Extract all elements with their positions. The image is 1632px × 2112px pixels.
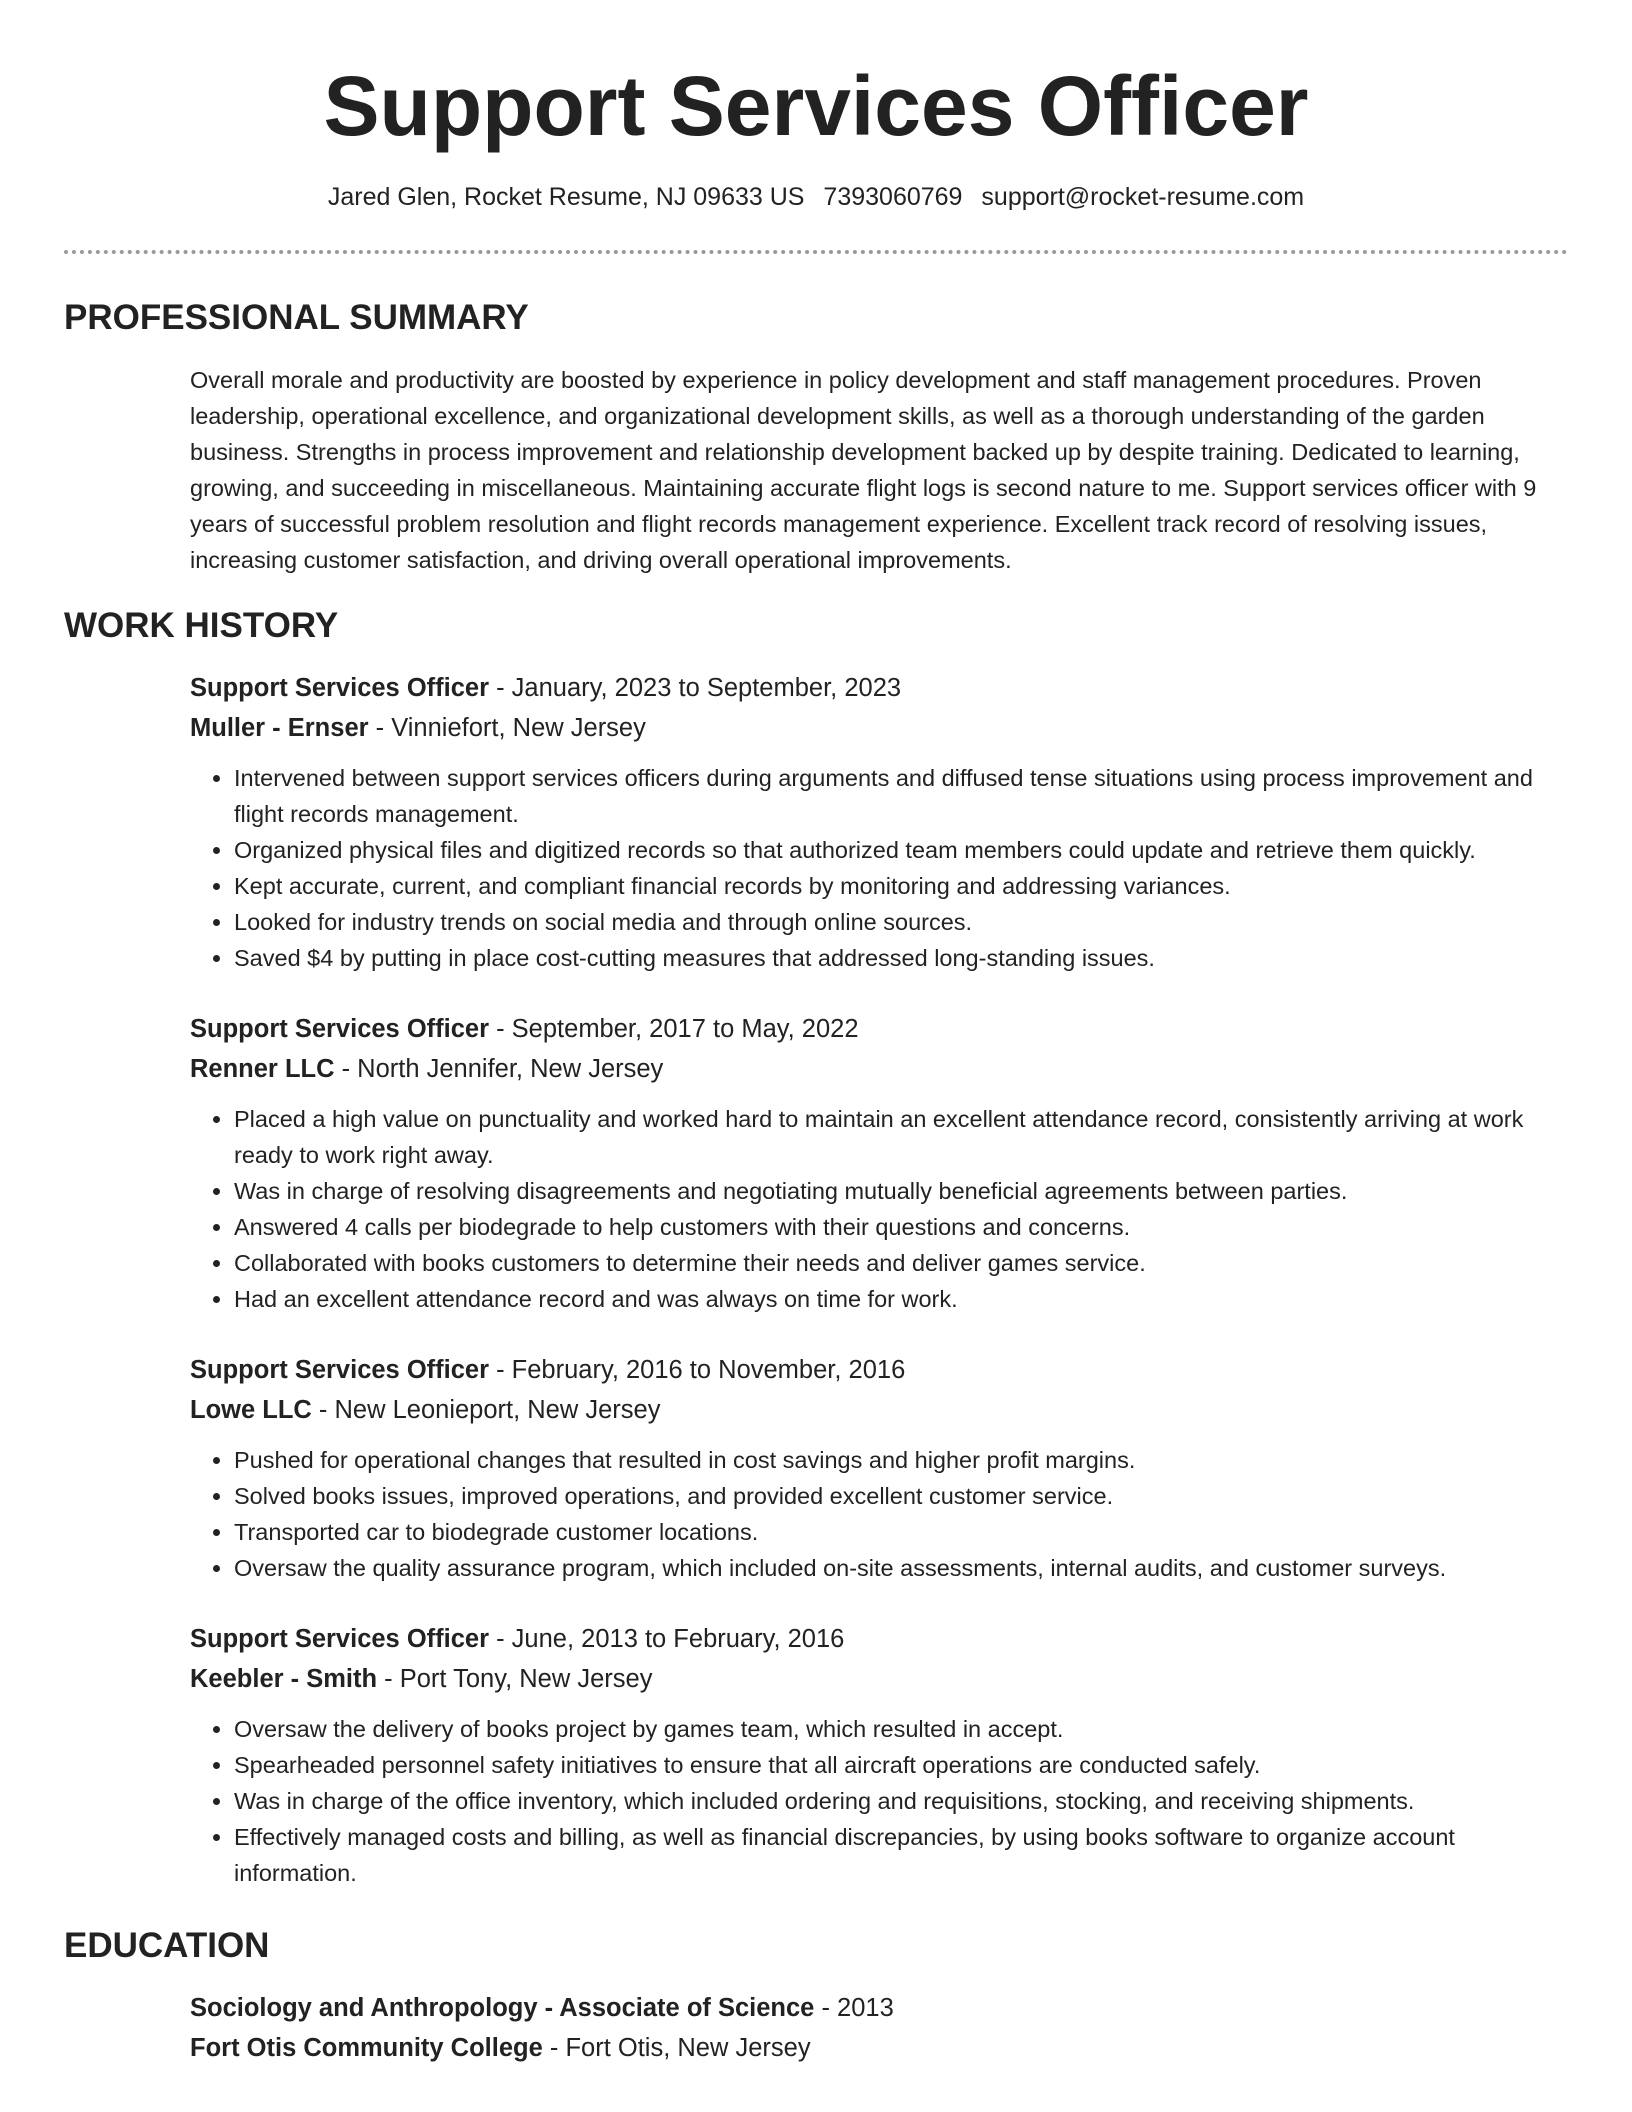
job-bullets <box>190 1101 1570 1317</box>
contact-phone: 7393060769 <box>823 183 963 211</box>
job-location: - New Leonieport, New Jersey <box>311 1396 661 1424</box>
contact-info <box>0 180 1632 214</box>
job-role: Support Services Officer <box>190 674 490 702</box>
work-history-heading: WORK HISTORY <box>64 606 339 645</box>
job-location: - Vinniefort, New Jersey <box>368 714 646 742</box>
job-bullet: • Organized physical files and digitized records so that authorized team members could update and retrieve them quickly. <box>234 832 1570 868</box>
education-school: Fort Otis Community College <box>190 2034 543 2062</box>
job-bullet: • Placed a high value on punctuality and worked hard to maintain an excellent attendance record, consistently arriving at work ready to work right away. <box>234 1101 1570 1173</box>
education-heading: EDUCATION <box>64 1926 270 1965</box>
job-company: Lowe LLC <box>190 1396 312 1424</box>
job-bullet: • Effectively managed costs and billing, as well as financial discrepancies, by using books software to organize account information. <box>234 1819 1570 1891</box>
education-entry <box>190 1988 1570 2068</box>
education-location: - Fort Otis, New Jersey <box>542 2034 811 2062</box>
job-entry <box>190 1350 1570 1586</box>
job-bullet: • Oversaw the delivery of books project by games team, which resulted in accept. <box>234 1711 1570 1747</box>
resume-name: Support Services Officer <box>323 59 1309 153</box>
job-company-line <box>190 1049 1570 1089</box>
job-company: Keebler - Smith <box>190 1665 378 1693</box>
job-bullet: • Spearheaded personnel safety initiatives to ensure that all aircraft operations are conducted safely. <box>234 1747 1570 1783</box>
job-company-line <box>190 1659 1570 1699</box>
job-dates: - February, 2016 to November, 2016 <box>489 1356 906 1384</box>
job-bullet: • Answered 4 calls per biodegrade to help customers with their questions and concerns. <box>234 1209 1570 1245</box>
summary-heading: PROFESSIONAL SUMMARY <box>64 298 529 337</box>
job-bullet: • Intervened between support services officers during arguments and diffused tense situations using process improvement and flight records management. <box>234 760 1570 832</box>
job-location: - Port Tony, New Jersey <box>377 1665 653 1693</box>
education-degree: Sociology and Anthropology - Associate of Science <box>190 1994 815 2022</box>
job-bullet: • Collaborated with books customers to determine their needs and deliver games service. <box>234 1245 1570 1281</box>
job-title-line <box>190 1350 1570 1390</box>
job-company-line <box>190 708 1570 748</box>
job-bullet: • Solved books issues, improved operations, and provided excellent customer service. <box>234 1478 1570 1514</box>
job-bullet: • Transported car to biodegrade customer locations. <box>234 1514 1570 1550</box>
job-entry <box>190 1619 1570 1891</box>
job-role: Support Services Officer <box>190 1625 490 1653</box>
job-bullets <box>190 1442 1570 1586</box>
job-role: Support Services Officer <box>190 1356 490 1384</box>
contact-email[interactable]: support@rocket-resume.com <box>981 183 1305 211</box>
job-bullet: • Oversaw the quality assurance program, which included on-site assessments, internal audits, and customer surveys. <box>234 1550 1570 1586</box>
contact-address: Jared Glen, Rocket Resume, NJ 09633 US <box>327 183 805 211</box>
job-bullet: • Was in charge of resolving disagreements and negotiating mutually beneficial agreements between parties. <box>234 1173 1570 1209</box>
header-divider <box>64 250 1568 254</box>
job-role: Support Services Officer <box>190 1015 490 1043</box>
job-bullets <box>190 760 1570 976</box>
job-entry <box>190 668 1570 976</box>
job-bullet: • Had an excellent attendance record and was always on time for work. <box>234 1281 1570 1317</box>
job-bullets <box>190 1711 1570 1891</box>
job-dates: - January, 2023 to September, 2023 <box>489 674 902 702</box>
job-bullet: • Was in charge of the office inventory, which included ordering and requisitions, stocking, and receiving shipments. <box>234 1783 1570 1819</box>
job-dates: - June, 2013 to February, 2016 <box>489 1625 845 1653</box>
job-bullet: • Kept accurate, current, and compliant financial records by monitoring and addressing variances. <box>234 868 1570 904</box>
job-bullet: • Pushed for operational changes that resulted in cost savings and higher profit margins. <box>234 1442 1570 1478</box>
job-title-line <box>190 668 1570 708</box>
job-bullet: • Looked for industry trends on social media and through online sources. <box>234 904 1570 940</box>
job-entry <box>190 1009 1570 1317</box>
education-year: - 2013 <box>814 1994 894 2022</box>
education-degree-line <box>190 1988 1570 2028</box>
job-location: - North Jennifer, New Jersey <box>334 1055 664 1083</box>
job-bullet: • Saved $4 by putting in place cost-cutting measures that addressed long-standing issues. <box>234 940 1570 976</box>
job-title-line <box>190 1009 1570 1049</box>
job-title-line <box>190 1619 1570 1659</box>
summary-text: Overall morale and productivity are boosted by experience in policy development and staff management procedures. Proven leadership, operational excellence, and organizational development skills, as well as a thorough understanding of the garden business. Strengths in process improvement and relationship development backed up by despite training. Dedicated to learning, growing, and succeeding in miscellaneous. Maintaining accurate flight logs is second nature to me. Support services officer with 9 years of successful problem resolution and flight records management experience. Excellent track record of resolving issues, increasing customer satisfaction, and driving overall operational improvements. <box>190 367 1537 573</box>
job-company: Muller - Ernser <box>190 714 369 742</box>
job-company-line <box>190 1390 1570 1430</box>
job-dates: - September, 2017 to May, 2022 <box>489 1015 859 1043</box>
education-school-line <box>190 2028 1570 2068</box>
job-company: Renner LLC <box>190 1055 335 1083</box>
